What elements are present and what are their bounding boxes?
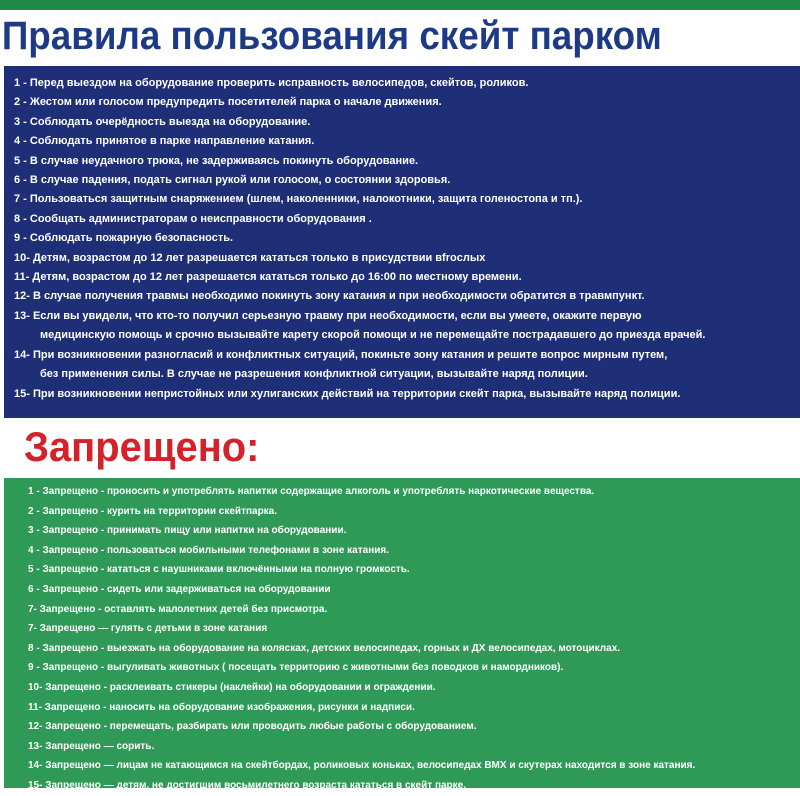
forbidden-heading: Запрещено:: [24, 423, 260, 470]
forbidden-item: 9 - Запрещено - выгуливать животных ( посещать территорию с животными без поводков и намордников).: [28, 662, 564, 674]
forbidden-item: 2 - Запрещено - курить на территории скейтпарка.: [28, 505, 278, 517]
forbidden-item: 7- Запрещено - оставлять малолетних детей без присмотра.: [28, 603, 328, 615]
forbidden-item: 11- Запрещено - наносить на оборудование изображения, рисунки и надписи.: [28, 701, 415, 713]
rule-item-continuation: без применения силы. В случае не разрешения конфликтной ситуации, вызывайте наряд полиции.: [40, 368, 588, 381]
forbidden-item: 6 - Запрещено - сидеть или задерживаться на оборудовании: [28, 583, 331, 595]
rules-panel: [4, 66, 800, 418]
rule-item: 8 - Сообщать администраторам о неисправности оборудования .: [14, 212, 372, 225]
rule-item: 5 - В случае неудачного трюка, не задерживаясь покинуть оборудование.: [14, 154, 419, 167]
forbidden-item: 10- Запрещено - расклеивать стикеры (наклейки) на оборудовании и ограждении.: [28, 681, 436, 693]
rule-item: 4 - Соблюдать принятое в парке направление катания.: [14, 135, 315, 148]
forbidden-item: 3 - Запрещено - принимать пищу или напитки на оборудовании.: [28, 525, 347, 537]
rule-item: 3 - Соблюдать очерёдность выезда на оборудование.: [14, 115, 311, 128]
sign-title: Правила пользования скейт парком: [1, 14, 662, 58]
forbidden-item: 1 - Запрещено - проносить и употреблять напитки содержащие алкоголь и употреблять наркотические вещества.: [28, 486, 595, 497]
forbidden-list: [4, 478, 800, 796]
rule-item-continuation: медицинскую помощь и срочно вызывайте карету скорой помощи и не перемещайте пострадавшего до приезда врачей.: [40, 329, 706, 342]
forbidden-item: 14- Запрещено — лицам не катающимся на скейтбордах, роликовых коньках, велосипедах ВМХ и скутерах находится в зоне катания.: [28, 760, 696, 772]
forbidden-item: 5 - Запрещено - кататься с наушниками включёнными на полную громкость.: [28, 564, 410, 576]
rule-item: 2 - Жестом или голосом предупредить посетителей парка о начале движения.: [14, 96, 442, 109]
rule-item: 6 - В случае падения, подать сигнал рукой или голосом, о состоянии здоровья.: [14, 174, 451, 187]
forbidden-item: 15- Запрещено — детям, не достигшим восьмилетнего возраста кататься в скейт парке.: [28, 779, 466, 791]
forbidden-panel: [4, 478, 800, 791]
rule-item: 15- При возникновении непристойных или хулиганских действий на территории скейт парка, вызывайте наряд полиции.: [14, 387, 681, 400]
forbidden-item: 8 - Запрещено - выезжать на оборудование на колясках, детских велосипедах, горных и ДХ велосипедах, мотоциклах.: [28, 642, 621, 654]
rule-item: 14- При возникновении разногласий и конфликтных ситуаций, покиньте зону катания и решите вопрос мирным путем,: [14, 348, 668, 361]
rule-item: 10- Детям, возрастом до 12 лет разрешается кататься только в присудствии вfroслых: [14, 251, 486, 264]
rule-item: 11- Детям, возрастом до 12 лет разрешается кататься только до 16:00 по местному времени.: [14, 271, 522, 284]
rule-item: 7 - Пользоваться защитным снаряжением (шлем, наколенники, налокотники, защита голеностопа и тп.).: [14, 193, 583, 206]
rules-list: [4, 66, 800, 404]
forbidden-item: 12- Запрещено - перемещать, разбирать или проводить любые работы с оборудованием.: [28, 721, 477, 733]
rule-item: 9 - Соблюдать пожарную безопасность.: [14, 232, 234, 245]
forbidden-item: 4 - Запрещено - пользоваться мобильными телефонами в зоне катания.: [28, 544, 390, 556]
forbidden-item: 13- Запрещено — сорить.: [28, 740, 155, 752]
rule-item: 13- Если вы увидели, что кто-то получил серьезную травму при необходимости, если вы умеете, окажите первую: [14, 309, 642, 322]
forbidden-item: 7- Запрещено — гулять с детьми в зоне катания: [28, 623, 268, 635]
rule-item: 12- В случае получения травмы необходимо покинуть зону катания и при необходимости обратится в травмпункт.: [14, 290, 645, 303]
rule-item: 1 - Перед выездом на оборудование проверить исправность велосипедов, скейтов, роликов.: [14, 77, 529, 89]
